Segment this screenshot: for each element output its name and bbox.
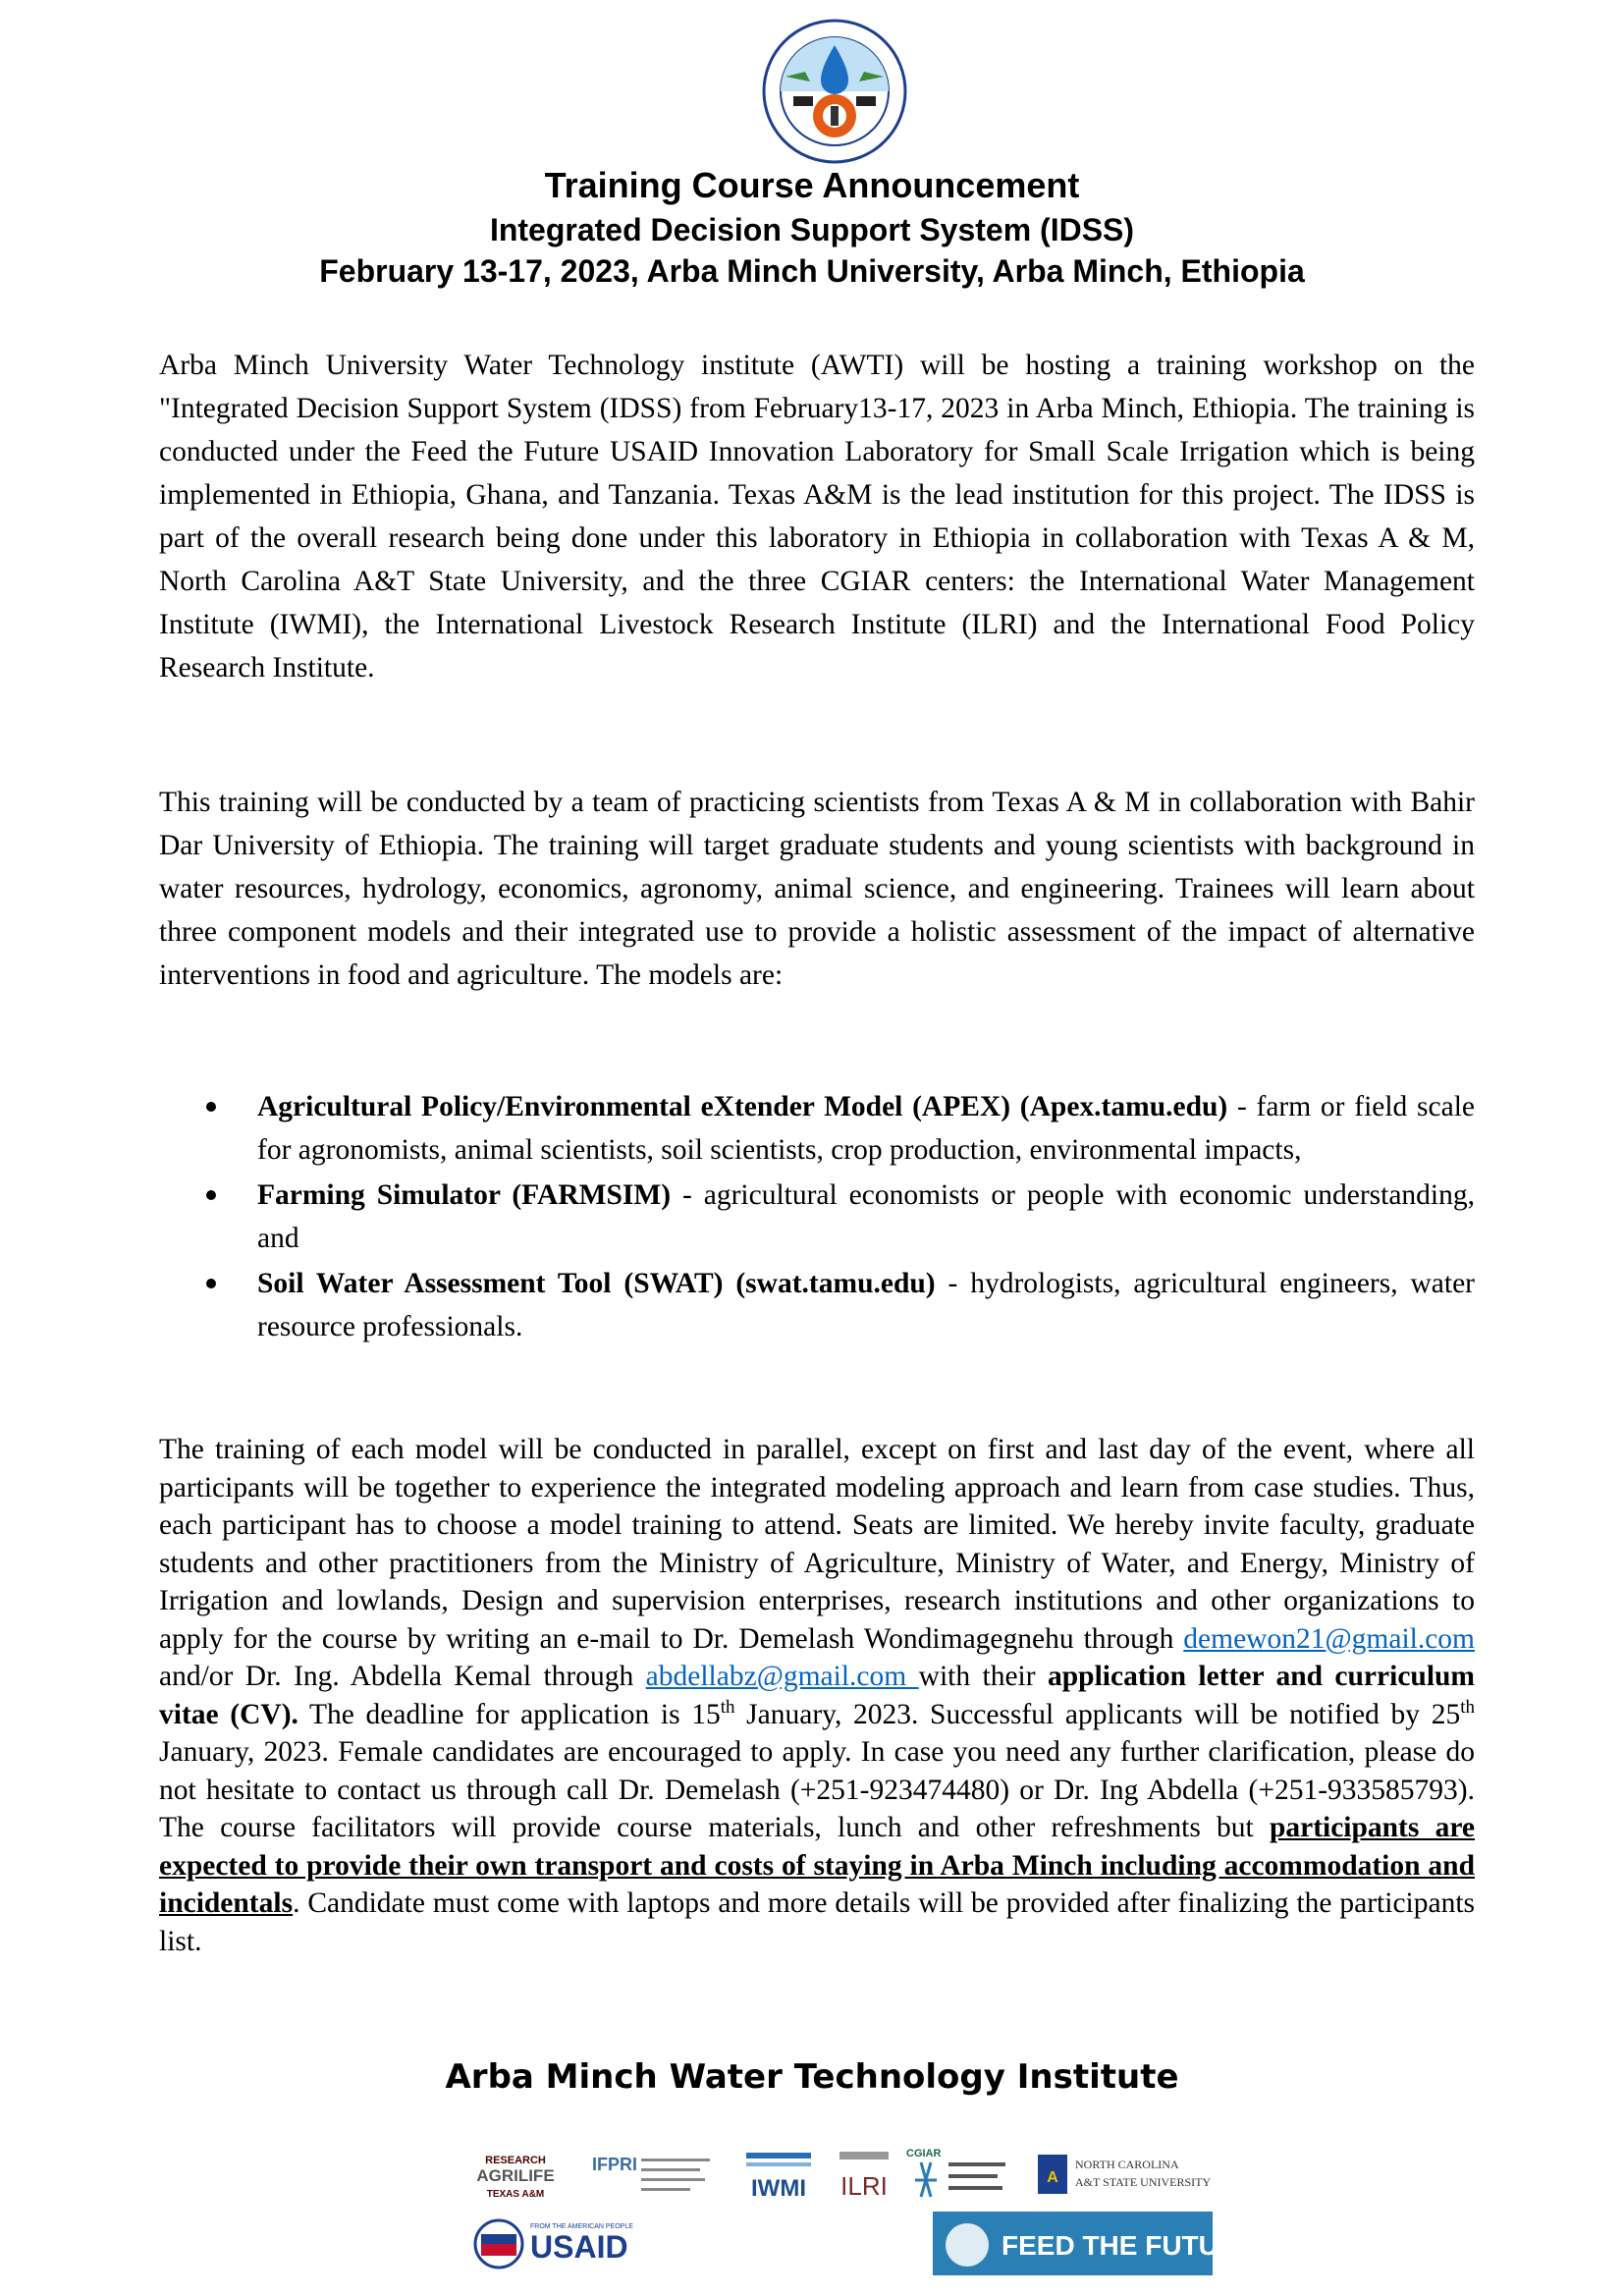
svg-text:IFPRI: IFPRI	[592, 2155, 638, 2174]
texas-am-agrilife-research-logo	[461, 2146, 569, 2205]
announcement-title: Training Course Announcement	[544, 165, 1080, 205]
application-text: January, 2023. Successful applicants will be notified by 25	[734, 1698, 1461, 1730]
usaid-logo	[471, 2214, 633, 2273]
bullet-icon	[206, 1190, 216, 1200]
model-name: Soil Water Assessment Tool (SWAT) (swat.tamu.edu)	[257, 1268, 936, 1299]
svg-text:AGRILIFE: AGRILIFE	[476, 2166, 555, 2185]
application-requirements: application letter and curriculum vitae (CV).	[159, 1661, 1475, 1730]
svg-text:TEXAS A&M: TEXAS A&M	[486, 2189, 545, 2200]
institute-name: Arba Minch Water Technology Institute	[445, 2057, 1179, 2097]
event-date-location: February 13-17, 2023, Arba Minch University, Arba Minch, Ethiopia	[319, 253, 1305, 289]
svg-text:NORTH CAROLINA: NORTH CAROLINA	[1075, 2158, 1179, 2171]
bullet-icon	[206, 1102, 216, 1112]
application-text: and/or Dr. Ing. Abdella Kemal through	[159, 1661, 646, 1692]
cgiar-wle-logo	[901, 2143, 1009, 2207]
application-text: The training of each model will be conducted in parallel, except on first and last day of the event, where all participants will be together to experience the integrated modeling approach and learn from case studies. Thus, each participant has to choose a model training to attend. Seats are limited. We hereby invite faculty, graduate students and other practitioners from the Ministry of Agriculture, Ministry of Water, and Energy, Ministry of Irrigation and lowlands, Design and supervision enterprises, research institutions and other organizations to apply for the course by writing an e-mail to Dr. Demelash Wondimagegnehu through	[159, 1434, 1475, 1655]
svg-text:A&T STATE UNIVERSITY: A&T STATE UNIVERSITY	[1075, 2175, 1212, 2189]
svg-text:A: A	[1047, 2169, 1058, 2186]
svg-text:CGIAR: CGIAR	[906, 2148, 942, 2159]
participant-costs-notice: participants are expected to provide their own transport and costs of staying in Arba Minch including accommodation and incidentals	[159, 1812, 1475, 1919]
application-text: . Candidate must come with laptops and more details will be provided after finalizing the participants list.	[159, 1887, 1475, 1957]
models-list	[159, 1085, 1475, 1350]
university-logo-icon	[756, 18, 913, 165]
svg-text:ILRI: ILRI	[840, 2171, 888, 2201]
iwmi-logo	[744, 2149, 813, 2203]
ifpri-logo	[587, 2149, 715, 2203]
svg-text:FEED THE FUTURE: FEED THE FUTURE	[1001, 2230, 1257, 2261]
svg-text:RESEARCH: RESEARCH	[485, 2155, 546, 2166]
intro-paragraph: Arba Minch University Water Technology institute (AWTI) will be hosting a training workshop on the "Integrated Decision Support System (IDSS) from February13-17, 2023 in Arba Minch, Ethiopia. The training is conducted under the Feed the Future USAID Innovation Laboratory for Small Scale Irrigation which is being implemented in Ethiopia, Ghana, and Tanzania. Texas A&M is the lead institution for this project. The IDSS is part of the overall research being done under this laboratory in Ethiopia in collaboration with Texas A & M, North Carolina A&T State University, and the three CGIAR centers: the International Water Management Institute (IWMI), the International Livestock Research Institute (ILRI) and the International Food Policy Research Institute.	[159, 350, 1475, 683]
svg-text:FROM THE AMERICAN PEOPLE: FROM THE AMERICAN PEOPLE	[530, 2223, 633, 2230]
bullet-icon	[206, 1279, 216, 1288]
ilri-logo	[835, 2146, 893, 2205]
list-item	[159, 1174, 1475, 1260]
application-text: with their	[918, 1661, 1049, 1692]
list-item	[159, 1262, 1475, 1348]
application-text: The deadline for application is 15	[298, 1698, 721, 1730]
model-name: Farming Simulator (FARMSIM)	[257, 1179, 672, 1211]
ordinal-suffix: th	[720, 1696, 735, 1718]
svg-text:USAID: USAID	[530, 2229, 628, 2265]
model-description: - farm or field scale for agronomists, animal scientists, soil scientists, crop production, environmental impacts,	[257, 1091, 1475, 1166]
model-description: - agricultural economists or people with economic understanding, and	[257, 1179, 1475, 1254]
list-item	[159, 1085, 1475, 1172]
training-description-paragraph: This training will be conducted by a team of practicing scientists from Texas A & M in collaboration with Bahir Dar University of Ethiopia. The training will target graduate students and young scientists with background in water resources, hydrology, economics, agronomy, animal science, and engineering. Trainees will learn about three component models and their integrated use to provide a holistic assessment of the impact of alternative interventions in food and agriculture. The models are:	[159, 787, 1475, 991]
application-paragraph	[159, 1431, 1475, 1960]
email-link-abdella[interactable]: abdellabz@gmail.com	[645, 1661, 919, 1692]
model-description: - hydrologists, agricultural engineers, water resource professionals.	[257, 1268, 1475, 1342]
nc-at-state-university-logo	[1036, 2147, 1213, 2201]
ordinal-suffix: th	[1460, 1696, 1475, 1718]
course-subtitle: Integrated Decision Support System (IDSS)	[489, 212, 1135, 247]
email-link-demelash[interactable]: demewon21@gmail.com	[1183, 1622, 1475, 1655]
svg-text:IWMI: IWMI	[751, 2175, 806, 2202]
model-name: Agricultural Policy/Environmental eXtender Model (APEX) (Apex.tamu.edu)	[257, 1091, 1228, 1122]
feed-the-future-logo	[933, 2212, 1257, 2275]
application-text: January, 2023. Female candidates are encouraged to apply. In case you need any further clarification, please do not hesitate to contact us through call Dr. Demelash (+251-923474480) or Dr. Ing Abdella (+251-933585793). The course facilitators will provide course materials, lunch and other refreshments but	[159, 1736, 1475, 1843]
